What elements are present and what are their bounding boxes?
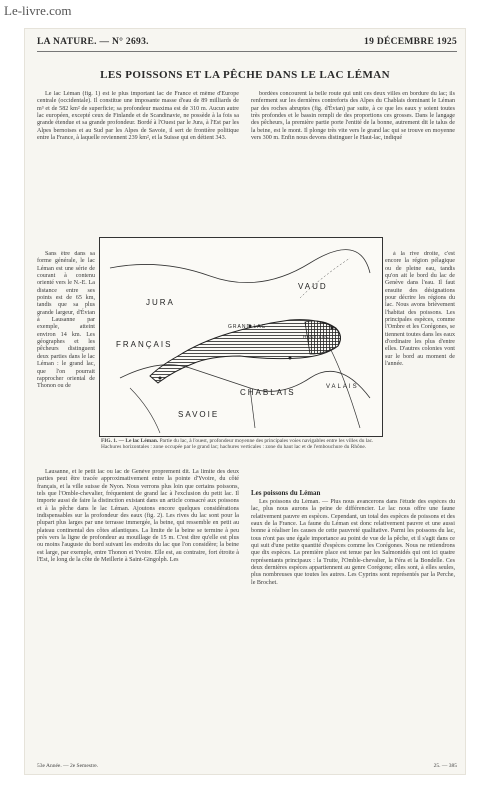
section-heading: Les poissons du Léman: [251, 489, 321, 497]
header-rule: [37, 51, 457, 52]
paragraph: Les poissons du Léman. — Plus nous avancerons dans l'étude des espèces du lac, plus nous aurons la peine de différencier. Le lac nous offre une faune relativement pauvre en espèces. Cependant, un total des espèces de poissons et des eaux de la France. La faune du Léman est donc relativement pauvre et une aussi bonne à réaliser les causes de cette pauvreté qualitative. Parmi les poissons du lac, tous n'ont pas une égale importance au point de vue de la pêche, et il s'agit dans ce qui suit d'une petite quantité d'espèces comme les Corégones. Nous ne retiendrons que dix espèces. La première place est tenue par les Salmonidés qui ont ici quatre représentants principaux : la Truite, l'Omble-chevalier, la Féra et la Bondelle. Ces deux dernières espèces appartiennent au genre Corégone; elles sont, à elles seules, plus nombreuses que toutes les autres. Les Cyprins sont représentés par la Perche, le Brochet.: [251, 499, 455, 586]
map-label-vaud: VAUD: [298, 282, 328, 291]
paragraph: bordées concourent la belle route qui unit ces deux villes en bordure du lac; ils renferment sur les dernières contreforts des Alpes du Chablais dominant le Léman par des roches abruptes (fig. d'Évian) par suite, à ce que les eaux y soient toutes très profondes et le bassin rempli de des proportions ces grosses. Dans le langage des pêcheurs, la première partie porte l'entité de la bonne, autrement dit le talus de la beine, est le mont. Il plonge très vite vers le grand lac qui se trouve en moyenne vers 300 m. Enfin nous devons distinguer le Haut-lac, indiqué: [251, 91, 455, 142]
article-title: LES POISSONS ET LA PÊCHE DANS LE LAC LÉMAN: [100, 69, 390, 81]
map-label-chablais: CHABLAIS: [240, 388, 296, 397]
watermark: Le-livre.com: [4, 3, 72, 18]
border-line: [300, 258, 350, 298]
map-label-grand-lac: GRAND LAC: [228, 324, 267, 330]
journal-name: LA NATURE. — N° 2693.: [37, 37, 149, 47]
body-text-right-narrow: [385, 251, 455, 469]
body-text-left-narrow: [37, 251, 95, 469]
paragraph: Lausanne, et le petit lac ou lac de Genève proprement dit. La limite des deux parties peut être tracée approximativement entre la pointe d'Yvoire, du côté français, et la ville suisse de Nyon. Nous verrons plus loin que certains poissons, tels que l'Omble-chevalier, fréquentent de grand lac à l'exclusion du petit lac. Il importe aussi de faire la distinction existant dans un article consacré aux poissons et à la pêche dans le lac Léman. Ajoutons encore quelques considérations indispensables sur la profondeur des eaux (fig. 2). Les rives du lac sont pour la plupart plus larges par une terrasse immergée, la beine, qui ressemble en petit au plateau continental des côtes atlantiques. La limite de la beine se termine à peu près vers la ligne de profondeur au mouillage de 15 m. C'est dire qu'elle est plus ou moins l'auguste du bord suivant les endroits du lac que l'on considère; la beine est large, par exemple, entre Thonon et Yvoire. Elle est, au contraire, fort étroite à l'Est, le long de la côte de Meillerie à Saint-Gingolph. Les: [37, 469, 239, 564]
document-page: [24, 28, 466, 775]
lake-leman-map: [99, 237, 383, 437]
body-text-left-top: [37, 91, 239, 251]
paragraph: à la rive droite, c'est encore la région pélagique ou de pleine eau, tandis qu'on ait le bord du lac de Genève dans l'eau. Il faut ensuite des désignations pour décrire les régions du lac. Nous avons brièvement l'habitat des poissons. Les principales espèces, comme l'Ombre et les Corégones, se tiennent toutes dans les eaux d'ordinaire les plus d'entre elles. D'autres colonies vont sur le bord au moment de l'année.: [385, 251, 455, 368]
figure-caption-text: Partie du lac, à l'ouest, profondeur moyenne des principales voies navigables entre les villes du lac. Hachures horizontales : zone occupée par le grand lac; hachures verticales : zone du haut lac et de l'embouchure du Rhône.: [101, 438, 374, 451]
body-text-left-bottom: [37, 469, 239, 763]
body-text-right-bottom: [251, 499, 455, 761]
page-header: [37, 37, 457, 51]
paragraph: Le lac Léman (fig. 1) est le plus important lac de France et même d'Europe centrale (occidentale). Il constitue une imposante masse d'eau de 89 milliards de m³ et de 582 km² de superficie; sa profondeur maxima est de 310 m. Aucun autre lac européen, excepté ceux de Finlande et de Scandinavie, ne possède à la fois sa grande étendue et sa grande profondeur. Bordé à l'Ouest par le Jura, à l'Est par les Alpes bernoises et au Sud par les Alpes de Savoie, il sert de frontière politique entre la France, à laquelle reviennent 239 km², et la Suisse qui en détient 343.: [37, 91, 239, 142]
map-label-valais: VALAIS: [326, 384, 359, 390]
figure-label: FIG. 1. — Le lac Léman.: [101, 438, 159, 444]
map-label-haut-lac: HAUT LAC: [303, 334, 330, 339]
map-label-savoie: SAVOIE: [178, 410, 220, 419]
paragraph: Sans être dans sa forme générale, le lac Léman est une série de courant à contenu orienté vers le N.-E. La distance entre ses points est de 65 km, tandis que sa plus grande largeur, d'Évian à Lausanne par exemple, atteint environ 14 km. Les géographes et les pêcheurs distinguent deux parties dans le lac Léman : le grand lac, que l'on pourrait rapprocher oriental de Thonon ou de: [37, 251, 95, 390]
figure-caption: [101, 438, 381, 451]
body-text-right-top: [251, 91, 455, 251]
river: [130, 388, 160, 433]
map-drawing: [100, 238, 382, 436]
footer-page-number: 25. — 385: [433, 763, 457, 769]
map-label-jura: JURA: [146, 298, 175, 307]
border-line: [110, 250, 370, 283]
issue-date: 19 DÉCEMBRE 1925: [364, 37, 457, 47]
footer-volume: 53e Année. — 2e Semestre.: [37, 763, 99, 769]
map-label-francais: FRANÇAIS: [116, 340, 173, 349]
